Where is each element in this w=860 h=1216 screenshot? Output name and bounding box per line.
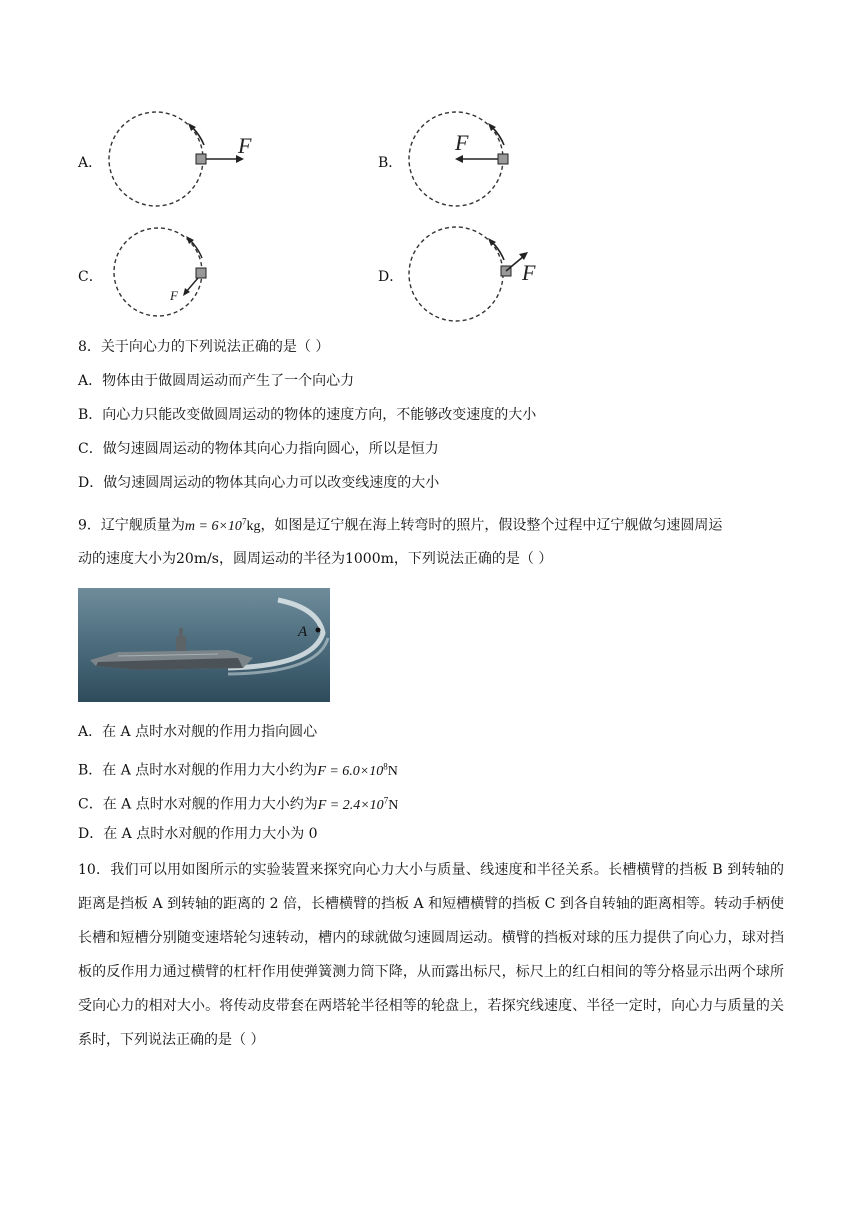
force-label: F: [170, 288, 178, 303]
q8-option-b: B．向心力只能改变做圆周运动的物体的速度方向，不能够改变速度的大小: [78, 407, 537, 423]
q9-stem-rest: ，如图是辽宁舰在海上转弯时的照片，假设整个过程中辽宁舰做匀速圆周运: [260, 517, 723, 534]
block: [196, 268, 206, 278]
q9-option-c-value: F = 2.4×10: [317, 797, 384, 813]
force-arrow: [186, 278, 198, 292]
q9-option-b-unit: N: [387, 763, 398, 779]
q9-mass-formula: [184, 516, 261, 534]
option-a-label: A．: [78, 155, 103, 171]
q8-stem: 8．关于向心力的下列说法正确的是（ ）: [78, 339, 330, 355]
block: [498, 154, 508, 164]
velocity-arrow: [492, 242, 504, 260]
q9-option-d: D．在 A 点时水对舰的作用力大小为 0: [78, 826, 318, 842]
q9-option-c-exponent: 7: [383, 795, 389, 805]
q9-option-b-value: F = 6.0×10: [317, 763, 384, 779]
q9-mass-value: m = 6×10: [184, 518, 242, 534]
q8-option-d: D．做匀速圆周运动的物体其向心力可以改变线速度的大小: [78, 475, 440, 491]
carrier-photo-image: [78, 588, 330, 702]
q8-option-a: A．物体由于做圆周运动而产生了一个向心力: [78, 373, 355, 389]
option-d-label: D．: [378, 269, 404, 285]
circle-path: [409, 227, 503, 321]
option-b-diagram: [400, 105, 570, 215]
option-c-label: C．: [78, 269, 103, 285]
option-a-diagram: [100, 105, 270, 215]
block: [196, 154, 206, 164]
q9-option-b-exponent: 8: [383, 761, 388, 771]
q9-option-c-unit: N: [388, 797, 399, 813]
force-label: F: [522, 260, 536, 285]
q9-option-c-formula: [317, 795, 399, 813]
q8-option-c: C．做匀速圆周运动的物体其向心力指向圆心，所以是恒力: [78, 441, 439, 457]
q9-mass-unit: kg: [246, 518, 261, 534]
q10-paragraph: 10．我们可以用如图所示的实验装置来探究向心力大小与质量、线速度和半径关系。长槽横臂的挡板 B 到转轴的距离是挡板 A 到转轴的距离的 2 倍，长槽横臂的挡板 A 和短槽横臂的挡板 C 到各自转轴的距离相等。转动手柄使长槽和短槽分别随变速塔轮匀速转动，槽内的球就做匀速圆周运动。横臂的挡板对球的压力提供了向心力，球对挡板的反作用力通过横臂的杠杆作用使弹簧测力筒下降，从而露出标尺，标尺上的红白相间的等分格显示出两个球所受向心力的相对大小。将传动皮带套在两塔轮半径相等的轮盘上，若探究线速度、半径一定时，向心力与质量的关系时，下列说法正确的是（ ）: [78, 862, 784, 1048]
q9-option-b-text: B．在 A 点时水对舰的作用力大小约为: [78, 762, 318, 779]
circle-path: [109, 112, 203, 206]
aircraft-carrier-photo: [78, 588, 330, 702]
option-c-diagram: [100, 220, 270, 320]
q9-stem-line1: [78, 511, 722, 537]
q9-stem-prefix: 9．辽宁舰质量为: [78, 517, 185, 534]
option-b-label: B．: [378, 155, 403, 171]
q9-option-a: A．在 A 点时水对舰的作用力指向圆心: [78, 724, 318, 740]
velocity-arrow: [492, 127, 504, 145]
option-d-diagram: [400, 220, 570, 330]
q9-stem-line2: 动的速度大小为20m/s，圆周运动的半径为1000m，下列说法正确的是（ ）: [78, 551, 553, 567]
q9-mass-exponent: 7: [241, 516, 247, 526]
force-label: F: [238, 133, 252, 158]
force-label: F: [455, 130, 469, 155]
q9-option-c: [78, 790, 398, 816]
velocity-arrow: [192, 127, 204, 145]
q9-option-b-formula: [317, 761, 398, 779]
q9-option-b: [78, 756, 398, 782]
photo-point-label: A: [298, 624, 308, 640]
force-arrowhead: [455, 155, 463, 163]
q9-option-c-text: C．在 A 点时水对舰的作用力大小约为: [78, 796, 318, 813]
